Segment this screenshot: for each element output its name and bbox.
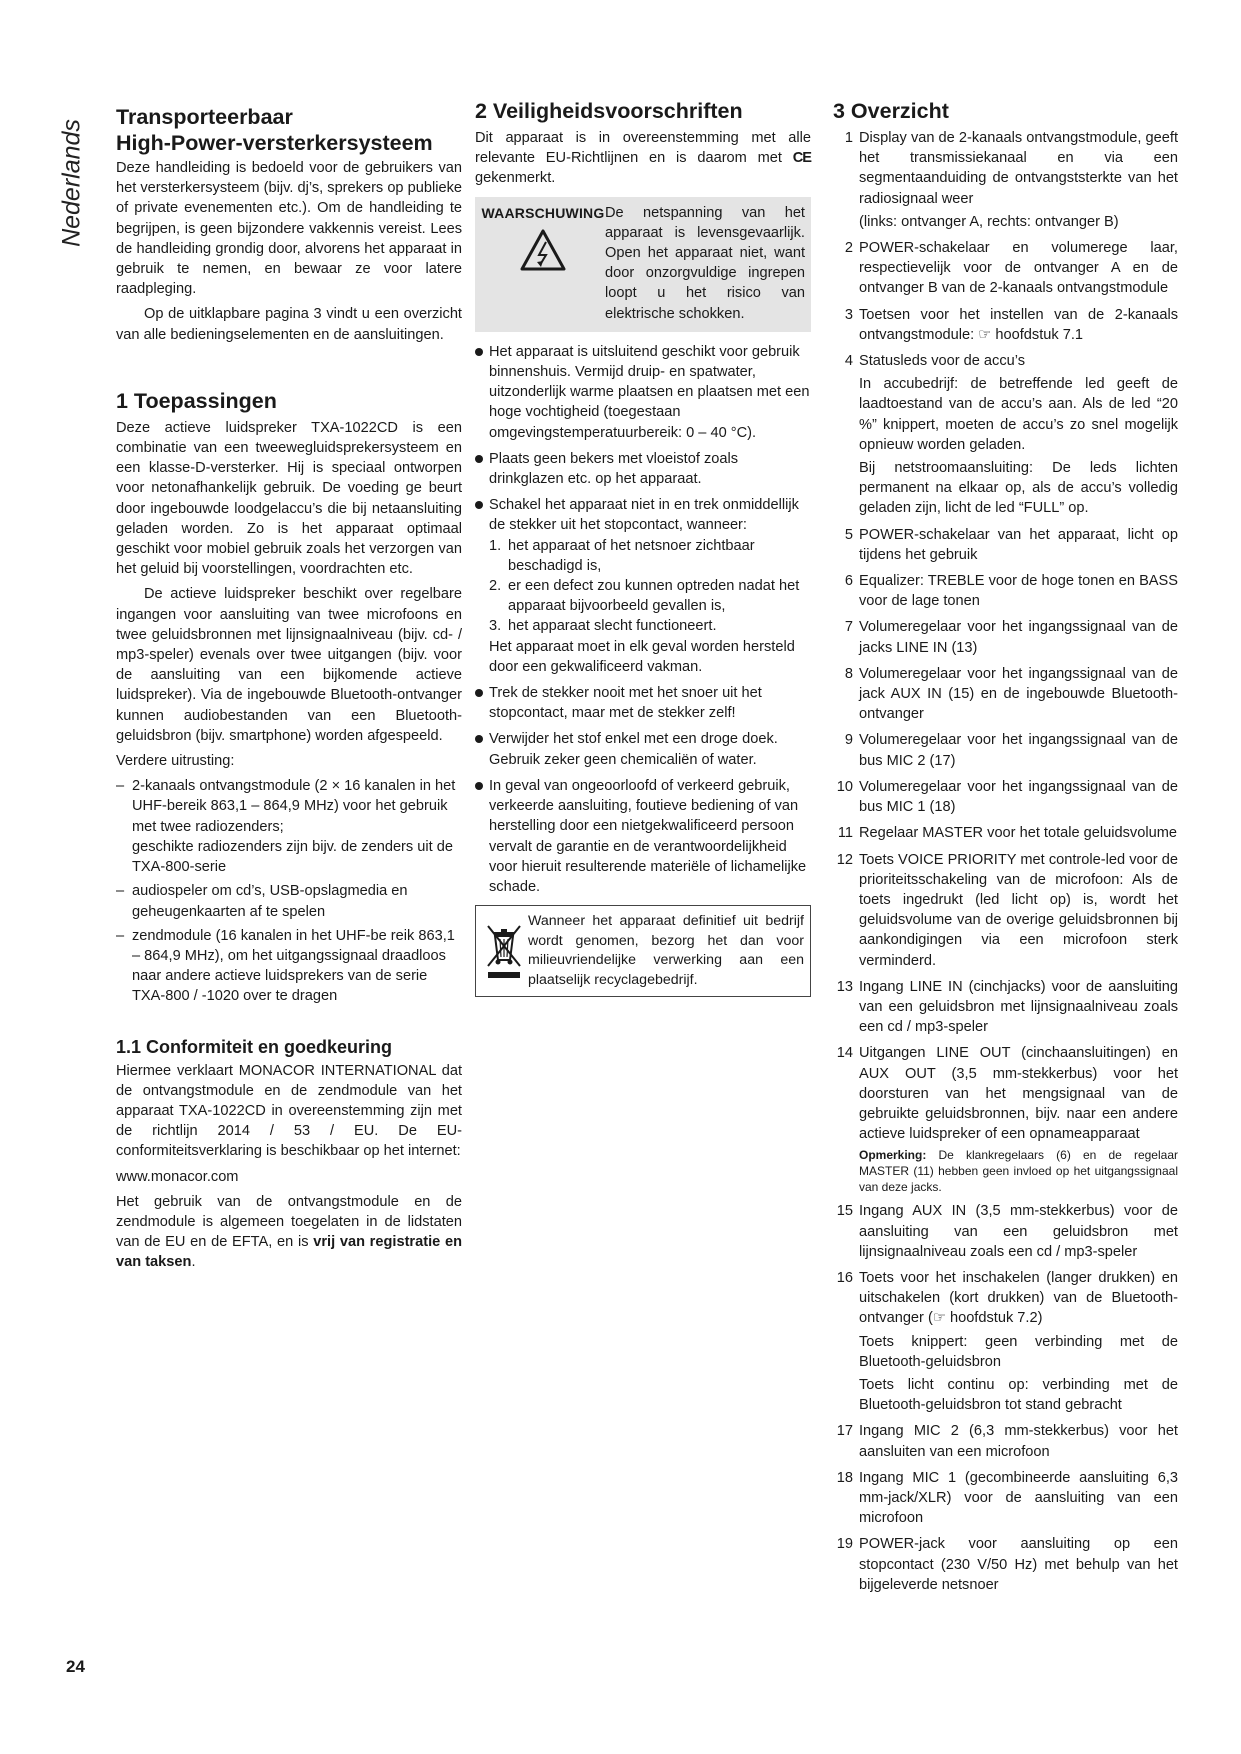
column-1 <box>116 98 462 1278</box>
overview-item-text: Ingang AUX IN (3,5 mm-stekkerbus) voor de aansluiting van een geluidsbron met lijnsignaalniveau zoals een cd / mp3-speler <box>859 1203 1178 1260</box>
title-line-1: Transporteerbaar <box>116 105 293 129</box>
section-2-intro: Dit apparaat is in overeenstemming met alle relevante EU-Richtlijnen en is daarom met CE gekenmerkt. <box>475 130 811 187</box>
overview-item-number: 15 <box>836 1203 853 1220</box>
section-1-1-heading: 1.1 Conformiteit en goedkeuring <box>116 1036 393 1057</box>
crossed-bin-icon <box>480 912 528 990</box>
overview-item <box>833 351 1178 519</box>
section-3-heading: 3 Overzicht <box>833 99 949 123</box>
overview-item-text: POWER-jack voor aansluiting op een stopcontact (230 V/50 Hz) met behulp van het bijgeleverde netsnoer <box>859 1536 1178 1593</box>
overview-item <box>833 777 1178 817</box>
overview-item-text: POWER-schakelaar van het apparaat, licht op tijdens het gebruik <box>859 526 1178 563</box>
safety-list <box>475 342 811 897</box>
overview-item <box>833 1468 1178 1529</box>
overview-item-number: 11 <box>837 825 853 842</box>
overview-item <box>833 238 1178 299</box>
overview-note: Opmerking: De klankregelaars (6) en de regelaar MASTER (11) hebben geen invloed op het uitgangssignaal van deze jacks. <box>859 1148 1178 1195</box>
overview-item-text: Toets VOICE PRIORITY met controle-led voor de prioriteitsschakeling van de microfoon: Als de toets ingedrukt (led licht op) is, wordt het geluidsvolume van de overige geluidsbronnen bij aankondigingen via een microfoon sterk verminderd. <box>859 851 1178 969</box>
overview-item <box>833 977 1178 1038</box>
section-1-paragraph-2: De actieve luidspreker beschikt over regelbare ingangen voor aansluiting van twee microfoons en twee geluidsbronnen met lijnsignaalniveau (bijv. cd- / mp3-speler) evenals over twee uitgangen (bijv. voor de aansluiting van een bijkomende actieve luidspreker). Via de ingebouwde Bluetooth-ontvanger kunnen audiobestanden van een Bluetooth-geluidsbron (bijv. smartphone) worden afgespeeld. <box>116 586 462 744</box>
overview-item-number: 5 <box>844 526 853 543</box>
title-line-2: High-Power-versterkersysteem <box>116 131 433 155</box>
overview-item-text: Ingang LINE IN (cinchjacks) voor de aansluiting van een geluidsbron met lijnsignaalniveau zoals een cd / mp3-speler <box>859 978 1178 1036</box>
overview-item-text: Volumeregelaar voor het ingangssignaal van de bus MIC 1 (18) <box>859 778 1178 816</box>
overview-item-number: 13 <box>836 978 853 995</box>
overview-item-text: Uitgangen LINE OUT (cinchaansluitingen) en AUX OUT (3,5 mm-stekkerbus) voor het doorsturen van het mengsignaal van de gebruikte geluidsbronnen, bijv. naar een andere actieve luidspreker of een opnameapparaat <box>859 1045 1178 1143</box>
list-item: Schakel het apparaat niet in en trek onmiddellijk de stekker uit het stopcontact, wanneer: 1. het apparaat of het netsnoer zichtbaar beschadigd is, 2. er een defect zou kunnen optreden nadat het apparaat bijvoorbeeld gevallen is, 3. het apparaat slecht functioneert. Het apparaat moet in elk geval worden hersteld door een gekwalificeerd vakman. <box>475 495 811 677</box>
column-2 <box>475 98 811 997</box>
overview-item-text: Volumeregelaar voor het ingangssignaal van de jack AUX IN (15) en de ingebouwde Bluetooth-ontvanger <box>859 665 1178 723</box>
list-item: Trek de stekker nooit met het snoer uit het stopcontact, maar met de stekker zelf! <box>475 683 811 723</box>
warning-box <box>475 197 811 332</box>
overview-item-number: 16 <box>836 1269 853 1286</box>
overview-item-number: 1 <box>844 130 853 146</box>
overview-item-text: Display van de 2-kanaals ontvangstmodule, geeft het transmissiekanaal en via een segmentaanduiding de ontvangststerkte van het radiosignaal weer <box>859 130 1178 207</box>
ce-mark: CE <box>792 150 811 167</box>
overview-item-number: 8 <box>844 665 853 682</box>
overview-item-text: Volumeregelaar voor het ingangssignaal van de bus MIC 2 (17) <box>859 732 1178 769</box>
repair-note: Het apparaat moet in elk geval worden hersteld door een gekwalificeerd vakman. <box>489 638 795 675</box>
overview-item <box>833 1201 1178 1262</box>
overview-item-number: 10 <box>836 778 853 795</box>
overview-item <box>833 571 1178 611</box>
overview-item <box>833 128 1178 232</box>
overview-item <box>833 1043 1178 1195</box>
warning-label: WAARSCHUWING <box>481 204 605 221</box>
intro-paragraph: Deze handleiding is bedoeld voor de gebruikers van het versterkersysteem (bijv. dj’s, sprekers op publieke of private evenementen etc.). Om de handleiding te begrijpen, is geen bijzondere vakkennis vereist. Lees de handleiding grondig door, alvorens het apparaat in gebruik te nemen, en bewaar ze voor latere raadpleging. <box>116 160 462 298</box>
overview-item <box>833 730 1178 770</box>
overview-item <box>833 305 1178 345</box>
usage-paragraph: Het gebruik van de ontvangstmodule en de zendmodule is algemeen toegelaten in de lidstaten van de EU en de EFTA, en is vrij van registratie en van taksen. <box>116 1193 462 1271</box>
overview-item-text: Regelaar MASTER voor het totale geluidsvolume <box>859 825 1177 842</box>
list-item: Verwijder het stof enkel met een droge doek. Gebruik zeker geen chemicaliën of water. <box>475 729 811 769</box>
overview-item-text: Toets knippert: geen verbinding met de Bluetooth-geluidsbron <box>859 1333 1178 1370</box>
page-number: 24 <box>66 1657 85 1676</box>
electric-shock-warning-icon <box>520 229 566 271</box>
warning-text: De netspanning van het apparaat is levensgevaarlijk. Open het apparaat niet, want door onzorgvuldige ingrepen loopt u het risico van elektrische schokken. <box>605 204 805 322</box>
overview-item-number: 9 <box>844 732 853 749</box>
overview-item-text: Ingang MIC 1 (gecombineerde aansluiting 6,3 mm-jack/XLR) voor de aansluiting van een microfoon <box>859 1469 1178 1527</box>
overview-item-number: 3 <box>844 306 853 323</box>
document-title <box>116 104 462 156</box>
overview-item <box>833 823 1178 843</box>
overview-item-text: Toetsen voor het instellen van de 2-kanaals ontvangstmodule: ☞ hoofdstuk 7.1 <box>859 306 1178 343</box>
overview-list <box>833 128 1178 1595</box>
overview-item <box>833 1421 1178 1461</box>
overview-item-text: Toets voor het inschakelen (langer drukken) en uitschakelen (kort drukken) van de Bluetooth-ontvanger (☞ hoofdstuk 7.2) <box>859 1269 1178 1327</box>
overview-item-number: 14 <box>836 1045 853 1062</box>
overview-item-number: 2 <box>844 240 853 257</box>
overview-item <box>833 664 1178 725</box>
overview-item <box>833 850 1178 971</box>
condition-list <box>489 536 811 637</box>
list-item: In geval van ongeoorloofd of verkeerd gebruik, verkeerde aansluiting, foutieve bediening of van herstelling door een nietgekwalificeerd persoon vervalt de garantie en de verantwoordelijkheid voor hieruit resulterende materiële of lichamelijke schade. <box>475 776 811 897</box>
list-item: Plaats geen bekers met vloeistof zoals drinkglazen etc. op het apparaat. <box>475 449 811 489</box>
language-tab <box>52 108 92 258</box>
overview-item-text: Statusleds voor de accu’s <box>859 353 1026 370</box>
website-link[interactable]: www.monacor.com <box>116 1168 239 1185</box>
overview-item <box>833 525 1178 565</box>
recycling-text: Wanneer het apparaat definitief uit bedrijf wordt genomen, bezorg het dan voor milieuvriendelijke verwerking aan een plaatselijk recyclagebedrijf. <box>528 913 804 988</box>
overview-item-number: 4 <box>844 353 853 370</box>
overview-item-text: POWER-schakelaar en volumerege laar, respectievelijk voor de ontvanger A en de ontvanger B van de 2-kanaals ontvangstmodule <box>859 240 1178 297</box>
section-2-heading: 2 Veiligheidsvoorschriften <box>475 99 743 123</box>
extra-equipment-label: Verdere uitrusting: <box>116 753 235 770</box>
section-1-paragraph: Deze actieve luidspreker TXA-1022CD is een combinatie van een tweewegluidsprekersysteem en een klasse-D-versterker. Hij is speciaal ontworpen voor netonafhankelijk gebruik. De voeding ge beurt door ingebouwde loodgelaccu’s die bij netaansluiting geladen worden. Zo is het apparaat optimaal geschikt voor mobiel gebruik zoals het verzorgen van het geluid bij voorstellingen, voordrachten etc. <box>116 419 462 578</box>
overview-item-number: 7 <box>844 619 853 636</box>
equipment-list <box>116 776 462 1006</box>
overview-item <box>833 617 1178 657</box>
overview-item-text: (links: ontvanger A, rechts: ontvanger B) <box>859 213 1119 230</box>
overview-item <box>833 1268 1178 1415</box>
overview-item-text: In accubedrijf: de betreffende led geeft de laadtoestand van de accu’s aan. Als de led “20 %” knippert, moeten de accu’s zo snel mogelijk opnieuw worden geladen. <box>859 376 1178 453</box>
list-item: – zendmodule (16 kanalen in het UHF-be reik 863,1 – 864,9 MHz), om het uitgangssignaal draadloos naar andere actieve luidsprekers van de serie TXA-800 / -1020 over te dragen <box>116 927 455 1005</box>
list-item: – 2-kanaals ontvangstmodule (2 × 16 kanalen in het UHF-bereik 863,1 – 864,9 MHz) voor het gebruik met twee radiozenders; geschikte radiozenders zijn bijv. de zenders uit de TXA-800-serie <box>116 778 456 876</box>
overview-item-text: Ingang MIC 2 (6,3 mm-stekkerbus) voor het aansluiten van een microfoon <box>859 1423 1178 1460</box>
overview-item-text: Bij netstroomaansluiting: De leds lichten permanent na elkaar op, als de accu’s volledig geladen zijn, licht de led “FULL” op. <box>859 460 1178 517</box>
overview-item-text: Toets licht continu op: verbinding met de Bluetooth-geluidsbron tot stand gebracht <box>859 1376 1178 1414</box>
language-label: Nederlands <box>57 119 86 247</box>
overview-item-text: Equalizer: TREBLE voor de hoge tonen en BASS voor de lage tonen <box>859 573 1178 610</box>
conformity-paragraph: Hiermee verklaart MONACOR INTERNATIONAL dat de ontvangstmodule en de zendmodule van het apparaat TXA-1022CD in overeenstemming zijn met de richtlijn 2014 / 53 / EU. De EU-conformiteitsverklaring is beschikbaar op het internet: <box>116 1062 462 1160</box>
condition-item: 1. het apparaat of het netsnoer zichtbaar beschadigd is, <box>489 537 755 574</box>
overview-item-number: 18 <box>836 1469 853 1486</box>
list-item: Het apparaat is uitsluitend geschikt voor gebruik binnenshuis. Vermijd druip- en spatwater, uitzonderlijk warme plaatsen en plaatsen met een hoge vochtigheid (toegestaan omgevingstemperatuurbereik: 0 – 40 °C). <box>475 342 811 443</box>
column-3 <box>833 98 1178 1601</box>
overview-item-number: 12 <box>836 851 853 868</box>
overview-item-text: Volumeregelaar voor het ingangssignaal van de jacks LINE IN (13) <box>859 619 1178 656</box>
list-item: – audiospeler om cd’s, USB-opslagmedia en geheugenkaarten af te spelen <box>116 883 408 920</box>
overview-item <box>833 1534 1178 1595</box>
overview-item-number: 19 <box>836 1536 853 1553</box>
section-1-heading: 1 Toepassingen <box>116 388 277 413</box>
intro-paragraph-2: Op de uitklapbare pagina 3 vindt u een overzicht van alle bedieningselementen en de aansluitingen. <box>116 306 462 343</box>
overview-item-number: 17 <box>836 1423 853 1440</box>
condition-item: 2. er een defect zou kunnen optreden nadat het apparaat bijvoorbeeld gevallen is, <box>489 578 800 615</box>
condition-item: 3. het apparaat slecht functioneert. <box>489 618 717 635</box>
recycling-box <box>475 905 811 997</box>
overview-item-number: 6 <box>844 573 853 590</box>
